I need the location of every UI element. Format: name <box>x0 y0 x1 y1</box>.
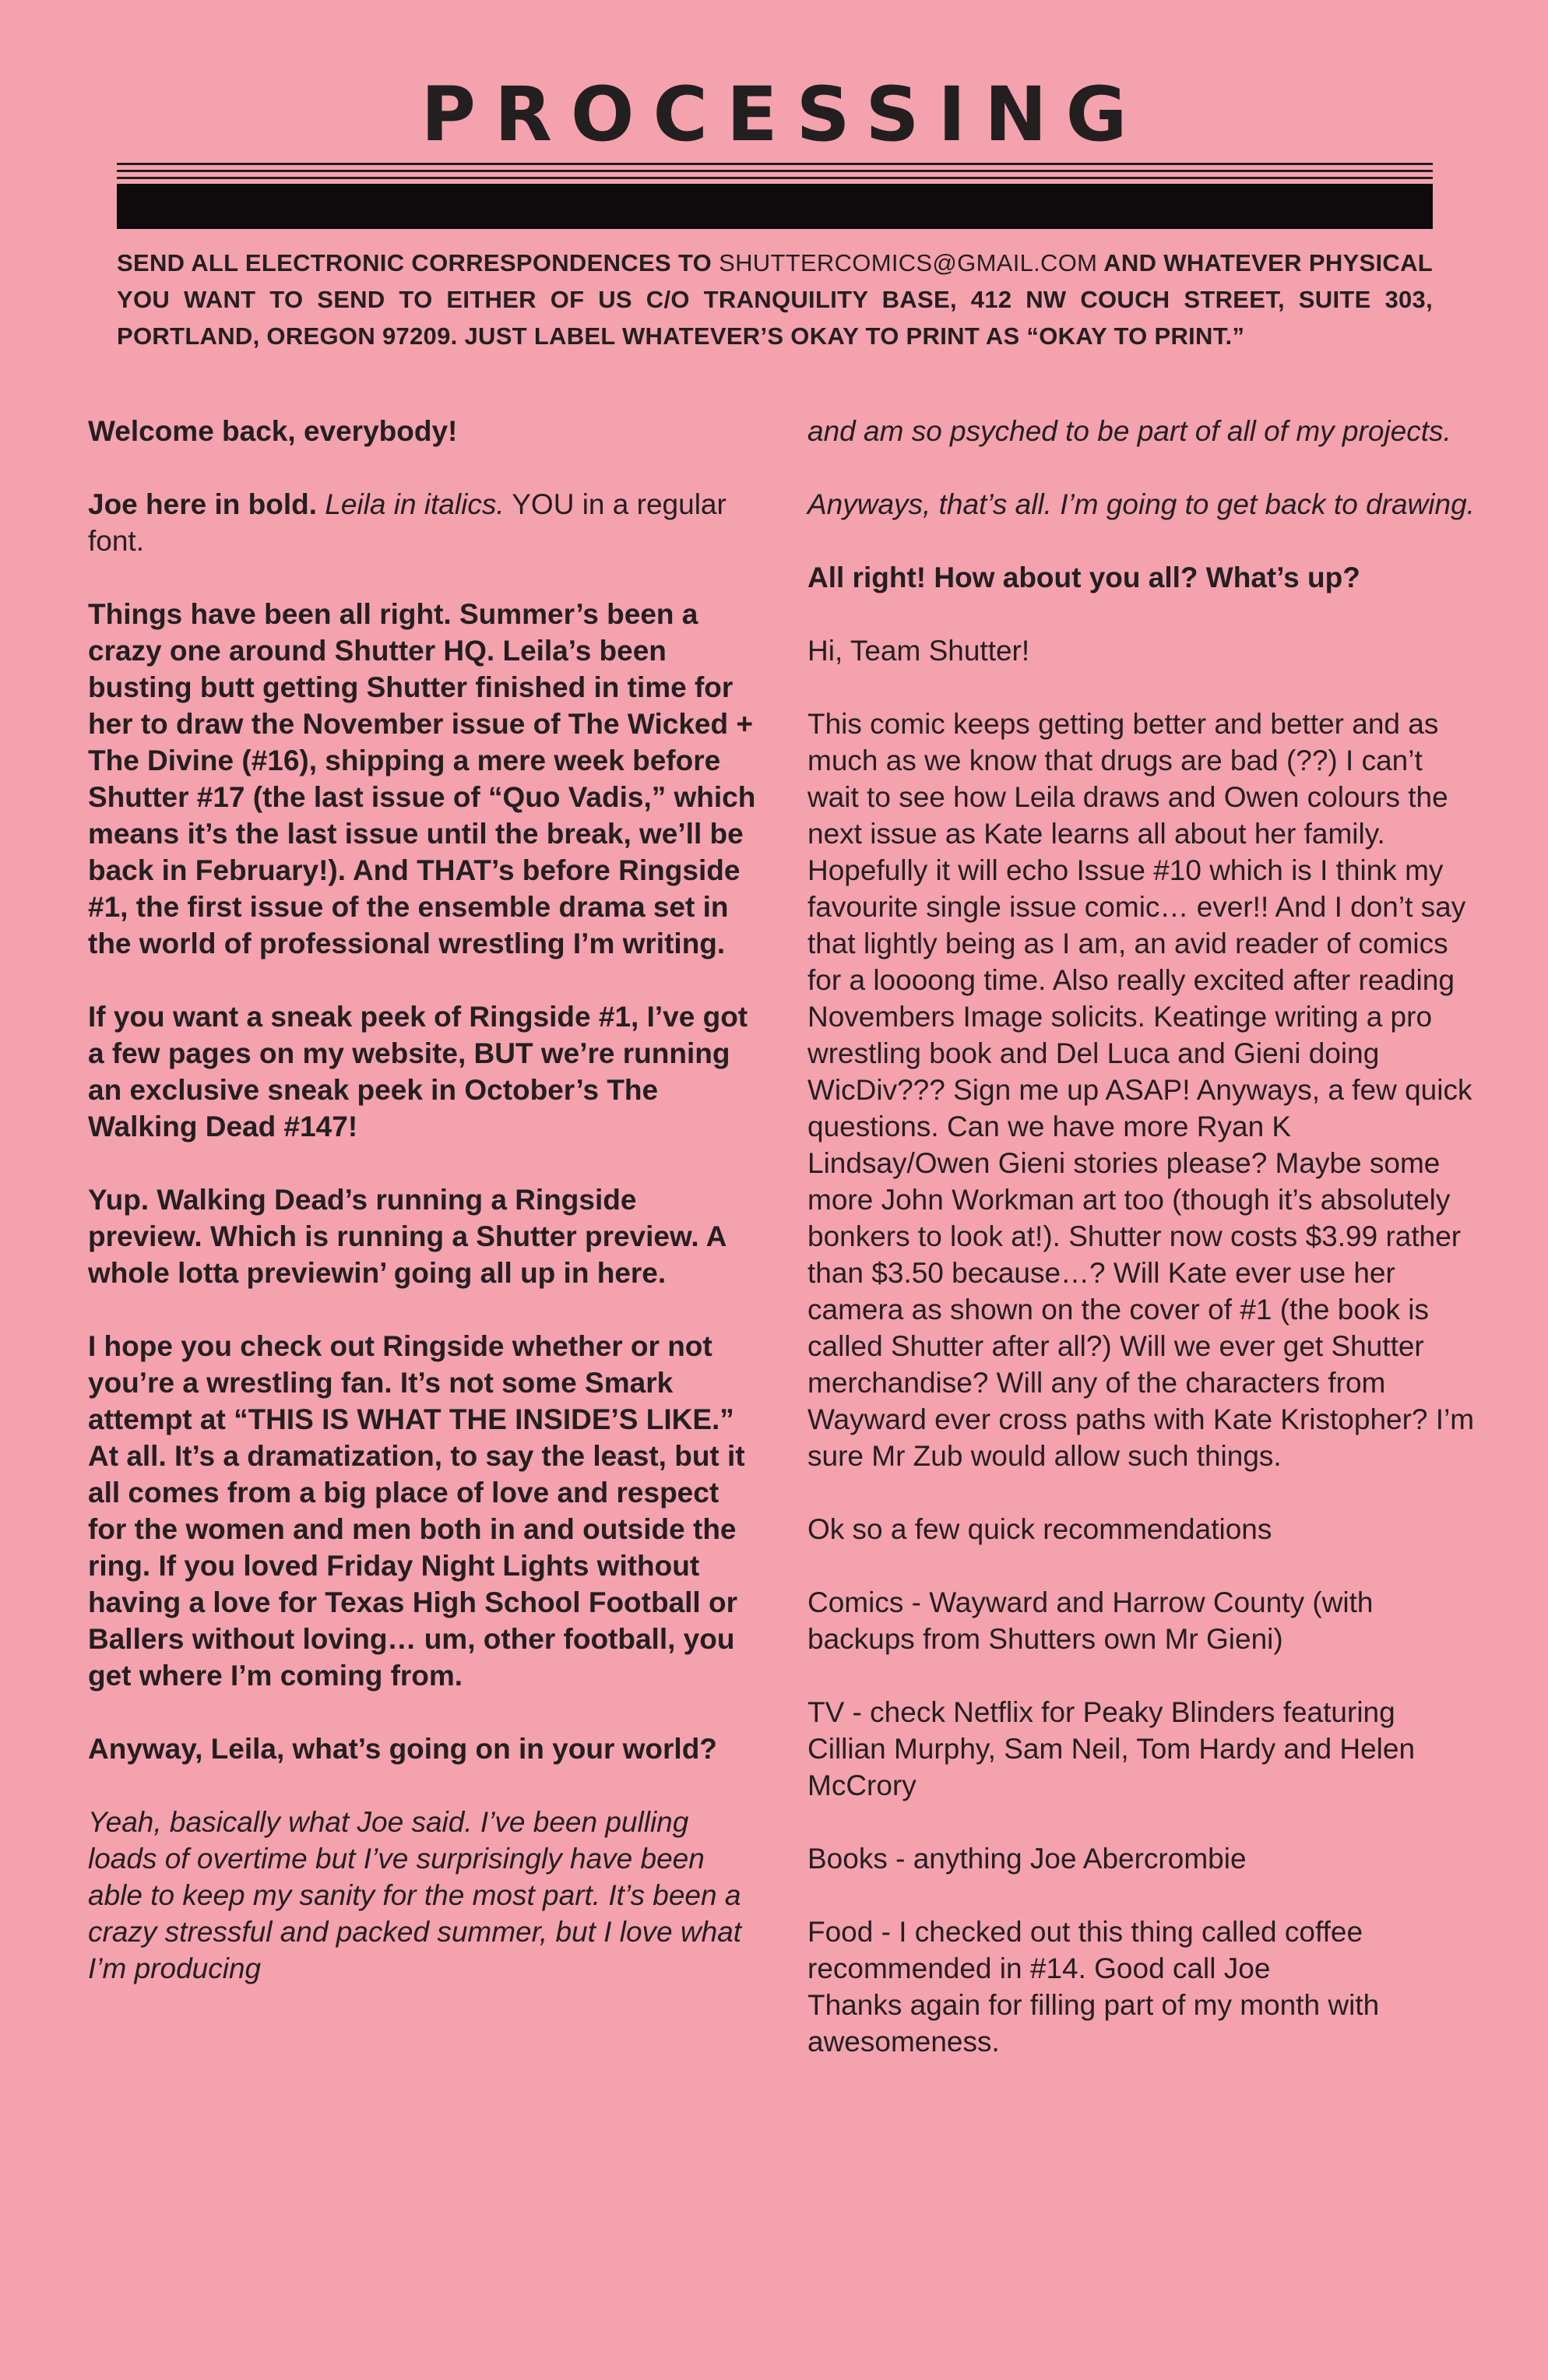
paragraph-intro <box>88 486 758 559</box>
page-title: PROCESSING <box>420 71 1146 158</box>
paragraph-leila-reply: Yeah, basically what Joe said. I’ve been pulling loads of overtime but I’ve surprisingly have been able to keep my sanity for the most part. It’s been a crazy stressful and packed summer, but I love what I’m producing <box>88 1806 742 1984</box>
contact-email: SHUTTERCOMICS@GMAIL.COM <box>719 249 1098 276</box>
paragraph-rec-comics: Comics - Wayward and Harrow County (with backups from Shutters own Mr Gieni) <box>807 1586 1374 1655</box>
letters-column-right <box>807 413 1477 2097</box>
paragraph-anyway: Anyway, Leila, what’s going on in your world? <box>88 1733 717 1765</box>
paragraph-letter-body: This comic keeps getting better and better and as much as we know that drugs are bad (??) I can’t wait to see how Leila draws and Owen colours the next issue as Kate learns all about her family. Hopefully it will echo Issue #10 which is I think my favourite single issue comic… ever!! And I don’t say that lightly being as I am, an avid reader of comics for a loooong time. Also really excited after reading Novembers Image solicits. Keatinge writing a pro wrestling book and Del Luca and Gieni doing WicDiv??? Sign me up ASAP! Anyways, a few quick questions. Can we have more Ryan K Lindsay/Owen Gieni stories please? Maybe some more John Workman art too (though it’s absolutely bonkers to look at!). Shutter now costs $3.99 rather than $3.50 because…? Will Kate ever use her camera as shown on the cover of #1 (the book is called Shutter after all?) Will we ever get Shutter merchandise? Will any of the characters from Wayward ever cross paths with Kate Kristopher? I’m sure Mr Zub would allow such things. <box>807 708 1475 1472</box>
paragraph-all-right: All right! How about you all? What’s up? <box>807 562 1360 593</box>
paragraph-recommendations: Ok so a few quick recommendations <box>807 1513 1272 1545</box>
header-rule <box>117 163 1433 165</box>
paragraph-thanks: Thanks again for filling part of my month with awesomeness. <box>807 1989 1380 2058</box>
paragraph-hope: I hope you check out Ringside whether or not you’re a wrestling fan. It’s not some Smark attempt at “THIS IS WHAT THE INSIDE’S LIKE.” At all. It’s a dramatization, to say the least, but it all comes from a big place of love and respect for the women and men both in and outside the ring. If you loved Friday Night Lights without having a love for Texas High School Football or Ballers without loving… um, other football, you get where I’m coming from. <box>88 1330 745 1692</box>
paragraph-things: Things have been all right. Summer’s been a crazy one around Shutter HQ. Leila’s been busting butt getting Shutter finished in time for her to draw the November issue of The Wicked + The Divine (#16), shipping a mere week before Shutter #17 (the last issue of “Quo Vadis,” which means it’s the last issue until the break, we’ll be back in February!). And THAT’s before Ringside #1, the first issue of the ensemble drama set in the world of professional wrestling I’m writing. <box>88 598 756 959</box>
paragraph-yup: Yup. Walking Dead’s running a Ringside preview. Which is running a Shutter preview. A whole lotta previewin’ going all up in here. <box>88 1184 726 1289</box>
intro-leila: Leila in italics. <box>325 488 505 520</box>
paragraph-rec-books: Books - anything Joe Abercrombie <box>807 1843 1247 1875</box>
paragraph-sneak-peek: If you want a sneak peek of Ringside #1, I’ve got a few pages on my website, BUT we’re running an exclusive sneak peek in October’s The Walking Dead #147! <box>88 1001 748 1142</box>
paragraph-rec-food: Food - I checked out this thing called coffee recommended in #14. Good call Joe <box>807 1916 1363 1984</box>
header-bar <box>117 184 1433 229</box>
submission-info-lead: SEND ALL ELECTRONIC CORRESPONDENCES TO <box>117 249 719 276</box>
paragraph-letter-greeting: Hi, Team Shutter! <box>807 635 1030 667</box>
paragraph-rec-tv: TV - check Netflix for Peaky Blinders featuring Cillian Murphy, Sam Neil, Tom Hardy and Helen McCrory <box>807 1696 1416 1801</box>
paragraph-leila-continued: and am so psyched to be part of all of my projects. <box>807 415 1451 447</box>
paragraph-welcome: Welcome back, everybody! <box>88 415 458 447</box>
submission-info <box>117 245 1433 354</box>
paragraph-leila-signoff: Anyways, that’s all. I’m going to get back to drawing. <box>807 488 1475 520</box>
header-rule <box>117 177 1433 179</box>
intro-you: YOU in a regular font. <box>88 488 727 557</box>
header-rule <box>117 170 1433 172</box>
letters-column-left <box>88 413 758 2023</box>
intro-joe: Joe here in bold. <box>88 488 317 520</box>
submission-info-address: AND WHATEVER PHYSICAL YOU WANT TO SEND TO EITHER OF US C/O TRANQUILITY BASE, 412 NW COUCH STREET, SUITE 303, PORTLAND, OREGON 97209. JUST LABEL WHATEVER’S OKAY TO PRINT AS “OKAY TO PRINT.” <box>117 249 1433 350</box>
